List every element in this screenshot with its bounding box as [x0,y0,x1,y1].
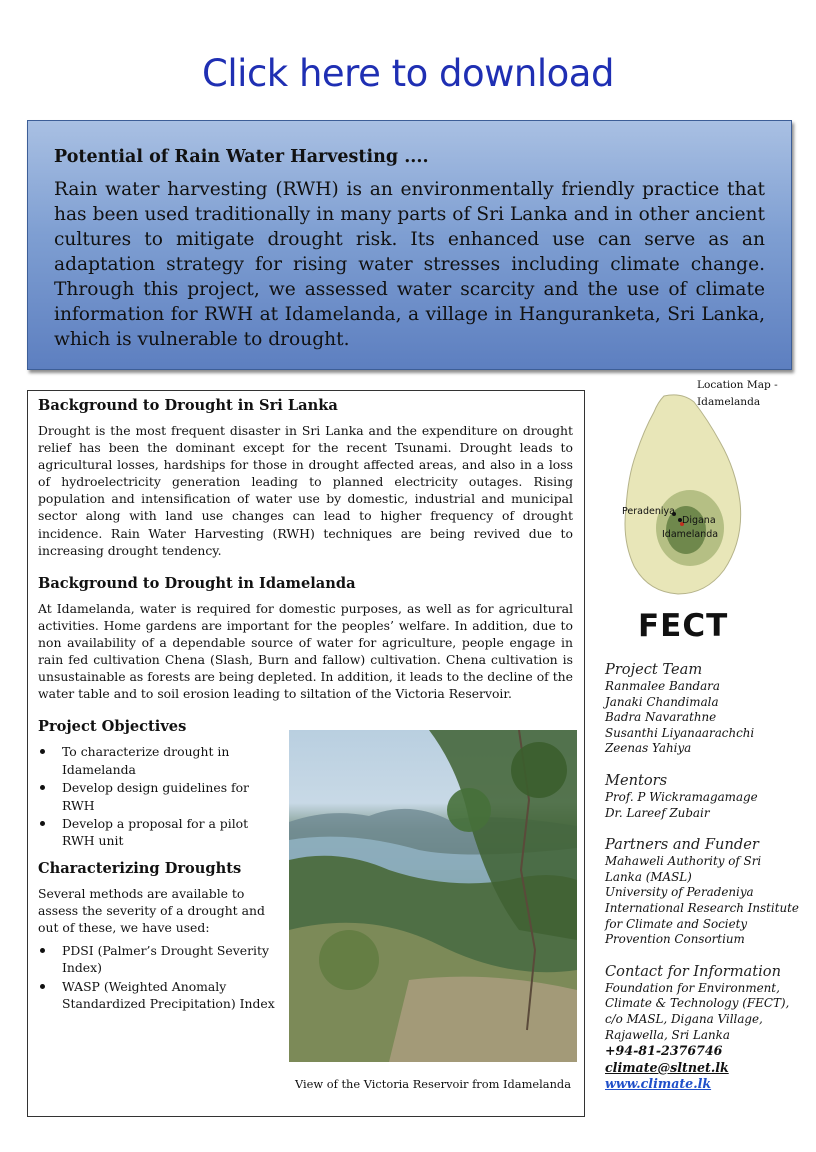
landscape-illustration [289,730,577,1062]
team-member: Susanthi Liyanaarachchi [605,725,755,740]
map-label-line2: Idamelanda [697,396,761,408]
sri-lanka-map [612,390,782,600]
list-item: WASP (Weighted Anomaly Standardized Precipitation) Index [38,978,283,1013]
section-title-characterizing: Characterizing Droughts [38,859,242,877]
mentors-heading: Mentors [605,771,668,789]
partner-line: International Research Institute [605,900,799,915]
team-heading: Project Team [605,661,703,678]
fect-logo: FECT [638,608,729,644]
contact-line: Foundation for Environment, [605,980,780,995]
team-member: Janaki Chandimala [605,694,719,709]
banner-text: Rain water harvesting (RWH) is an environmentally friendly practice that has been used traditionally in many parts of Sri Lanka and in other ancient cultures to mitigate drought risk. Its enhanced use can serve as an adaptation strategy for rising water stresses including climate change. Through this project, we assessed water scarcity and the use of climate information for RWH at Idamelanda, a village in Hanguranketa, Sri Lanka, which is vulnerable to drought. [54,179,765,350]
partner-line: Provention Consortium [605,932,745,947]
sidebar [605,661,805,1092]
team-member: Zeenas Yahiya [605,741,692,756]
section-text-sri-lanka: Drought is the most frequent disaster in Sri Lanka and the expenditure on drought relief has been the dominant except for the recent Tsunami. Drought leads to agricultural losses, hardships for those in drought affected areas, and also in a loss of hydroelectricity generation leading to planned electricity outages. Rising population and intensification of water use by domestic, industrial and municipal sector along with land use changes can lead to higher frequency of drought incidence. Rain Water Harvesting (RWH) techniques are being revived due to increasing drought tendency. [38,423,573,558]
list-item: To characterize drought in Idamelanda [38,743,276,778]
contact-line: Rajawella, Sri Lanka [605,1027,730,1042]
intro-banner [27,120,792,370]
mentor: Prof. P Wickramagamage [605,789,758,804]
map-place-label: Idamelanda [662,529,719,540]
list-item: Develop design guidelines for RWH [38,779,276,814]
partner-line: Lanka (MASL) [605,869,692,884]
section-text-characterizing: Several methods are available to assess the severity of a drought and out of these, we have used: [38,885,265,935]
photo-caption: View of the Victoria Reservoir from Idamelanda [294,1077,571,1091]
section-text-idamelanda: At Idamelanda, water is required for domestic purposes, as well as for agricultural activities. Home gardens are important for the peoples’ welfare. In addition, due to non availability of a dependable source of water for agriculture, people engage in rain fed cultivation Chena (Slash, Burn and fallow) cultivation. Chena cultivation is unsustainable as forests are being depleted. In addition, it leads to the decline of the water table and to soil erosion leading to siltation of the Victoria Reservoir. [38,600,573,702]
contact-heading: Contact for Information [605,962,781,980]
section-title-idamelanda: Background to Drought in Idamelanda [38,574,356,592]
section-title-sri-lanka: Background to Drought in Sri Lanka [38,397,338,414]
team-member: Ranmalee Bandara [605,679,720,693]
partners-heading: Partners and Funder [605,836,759,854]
list-item: PDSI (Palmer’s Drought Severity Index) [38,942,283,977]
partner-line: University of Peradeniya [605,885,754,900]
contact-phone: +94-81-2376746 [605,1043,723,1059]
contact-line: c/o MASL, Digana Village, [605,1011,763,1026]
map-label-line1: Location Map - [697,379,778,391]
list-item: Develop a proposal for a pilot RWH unit [38,815,276,850]
partner-line: for Climate and Society [605,916,748,931]
reservoir-photo [289,730,577,1062]
partner-line: Mahaweli Authority of Sri [605,854,762,869]
team-member: Badra Navarathne [605,710,717,725]
website-link[interactable]: www.climate.lk [605,1075,712,1091]
section-title-objectives: Project Objectives [38,718,187,736]
map-place-label: Digana [682,515,716,526]
map-place-label: Peradeniya [622,506,675,517]
contact-line: Climate & Technology (FECT), [605,996,790,1011]
methods-list [38,942,283,1013]
contact-email-link[interactable]: climate@sltnet.lk [605,1059,729,1075]
banner-title: Potential of Rain Water Harvesting .... [54,147,429,167]
download-link[interactable]: Click here to download [202,52,614,95]
objectives-list [38,743,276,849]
mentor: Dr. Lareef Zubair [605,805,710,820]
